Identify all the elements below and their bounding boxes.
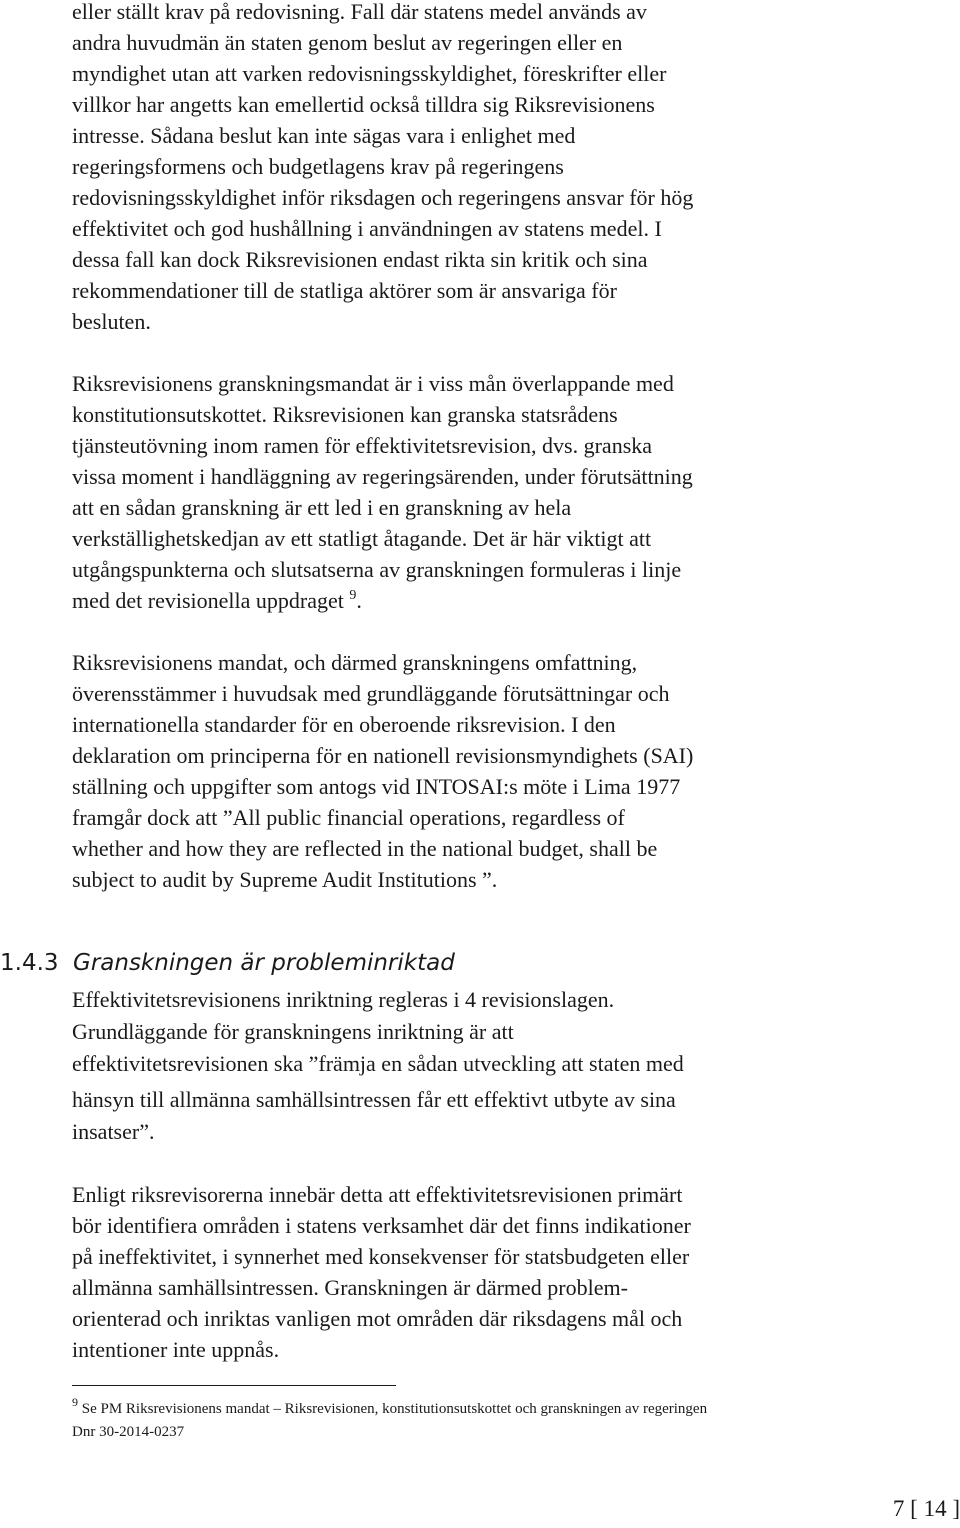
footnote-line: Dnr 30-2014-0237 (72, 1424, 185, 1440)
text-line: bör identifiera områden i statens verksamhet där det finns indikationer (72, 1213, 691, 1238)
text-line: eller ställt krav på redovisning. Fall där statens medel används av (72, 0, 647, 24)
text-line: besluten. (72, 309, 151, 334)
text-line: orienterad och inriktas vanligen mot områden där riksdagens mål och (72, 1306, 683, 1331)
text-line: Enligt riksrevisorerna innebär detta att effektivitetsrevisionen primärt (72, 1182, 683, 1207)
text-line: regeringsformens och budgetlagens krav på regeringens (72, 154, 564, 179)
footnote-text: Se PM Riksrevisionens mandat – Riksrevisionen, konstitutionsutskottet och granskningen av regeringen (81, 1401, 708, 1417)
text-line: redovisningsskyldighet inför riksdagen och regeringens ansvar för hög (72, 185, 694, 210)
footnote (72, 1395, 708, 1444)
footnote-separator (72, 1385, 396, 1386)
text-line: myndighet utan att varken redovisningsskyldighet, föreskrifter eller (72, 61, 667, 86)
text-line: ställning och uppgifter som antogs vid INTOSAI:s möte i Lima 1977 (72, 774, 681, 799)
section-number: 1.4.3 (0, 950, 59, 976)
text-line: Riksrevisionens granskningsmandat är i viss mån överlappande med (72, 371, 674, 396)
text-line: framgår dock att ”All public financial operations, regardless of (72, 805, 625, 830)
text-line: effektivitetsrevisionen ska ”främja en sådan utveckling att staten med (72, 1051, 684, 1076)
text-line: villkor har angetts kan emellertid också tilldra sig Riksrevisionens (72, 92, 655, 117)
text-line: deklaration om principerna för en nationell revisionsmyndighets (SAI) (72, 743, 694, 768)
text-line: andra huvudmän än staten genom beslut av regeringen eller en (72, 30, 623, 55)
paragraph-gap (72, 337, 912, 368)
section-heading (0, 950, 455, 976)
paragraph-granskningsmandat (72, 368, 912, 616)
text-line: tjänsteutövning inom ramen för effektivitetsrevision, dvs. granska (72, 433, 653, 458)
paragraph-gap (72, 616, 912, 647)
footnote-reference[interactable]: 9 (349, 588, 357, 603)
text-line: insatser”. (72, 1119, 155, 1144)
page-body (72, 0, 912, 895)
text-line: Effektivitetsrevisionens inriktning regleras i 4 revisionslagen. (72, 987, 615, 1012)
text-line: whether and how they are reflected in the national budget, shall be (72, 836, 658, 861)
text-line: vissa moment i handläggning av regeringsärenden, under förutsättning (72, 464, 693, 489)
paragraph-text (72, 1179, 912, 1365)
paragraph-inriktning (72, 984, 912, 1148)
paragraph-text (72, 984, 912, 1148)
text-line: hänsyn till allmänna samhällsintressen får ett effektivt utbyte av sina (72, 1087, 676, 1112)
page-number: 7 [ 14 ] (892, 1496, 960, 1521)
text-line: dessa fall kan dock Riksrevisionen endast rikta sin kritik och sina (72, 247, 648, 272)
footnote-marker: 9 (72, 1395, 78, 1409)
text-line: internationella standarder för en oberoende riksrevision. I den (72, 712, 616, 737)
text-line: rekommendationer till de statliga aktörer som är ansvariga för (72, 278, 617, 303)
text-line: intentioner inte uppnås. (72, 1337, 280, 1362)
text-fragment: . (356, 588, 362, 613)
text-line: utgångspunkterna och slutsatserna av granskningen formuleras i linje (72, 557, 682, 582)
text-line: Riksrevisionens mandat, och därmed granskningens omfattning, (72, 650, 638, 675)
text-fragment: med det revisionella uppdraget (72, 588, 344, 613)
text-line (72, 585, 912, 616)
text-line: konstitutionsutskottet. Riksrevisionen kan granska statsrådens (72, 402, 618, 427)
text-line: på ineffektivitet, i synnerhet med konsekvenser för statsbudgeten eller (72, 1244, 690, 1269)
paragraph-riksrevisorerna (72, 1179, 912, 1365)
paragraph-mandate-intro (72, 0, 912, 337)
section-title: Granskningen är probleminriktad (73, 950, 455, 976)
text-line: effektivitet och god hushållning i användningen av statens medel. I (72, 216, 662, 241)
text-line: allmänna samhällsintressen. Granskningen är därmed problem- (72, 1275, 628, 1300)
text-line: subject to audit by Supreme Audit Institutions ”. (72, 867, 498, 892)
text-line: verkställighetskedjan av ett statligt åtagande. Det är här viktigt att (72, 526, 652, 551)
text-line: intresse. Sådana beslut kan inte sägas vara i enlighet med (72, 123, 576, 148)
text-line: överensstämmer i huvudsak med grundläggande förutsättningar och (72, 681, 670, 706)
text-line: att en sådan granskning är ett led i en granskning av hela (72, 495, 572, 520)
footnote-line (72, 1395, 708, 1421)
paragraph-lima-declaration (72, 647, 912, 895)
text-line: Grundläggande för granskningens inriktning är att (72, 1019, 514, 1044)
